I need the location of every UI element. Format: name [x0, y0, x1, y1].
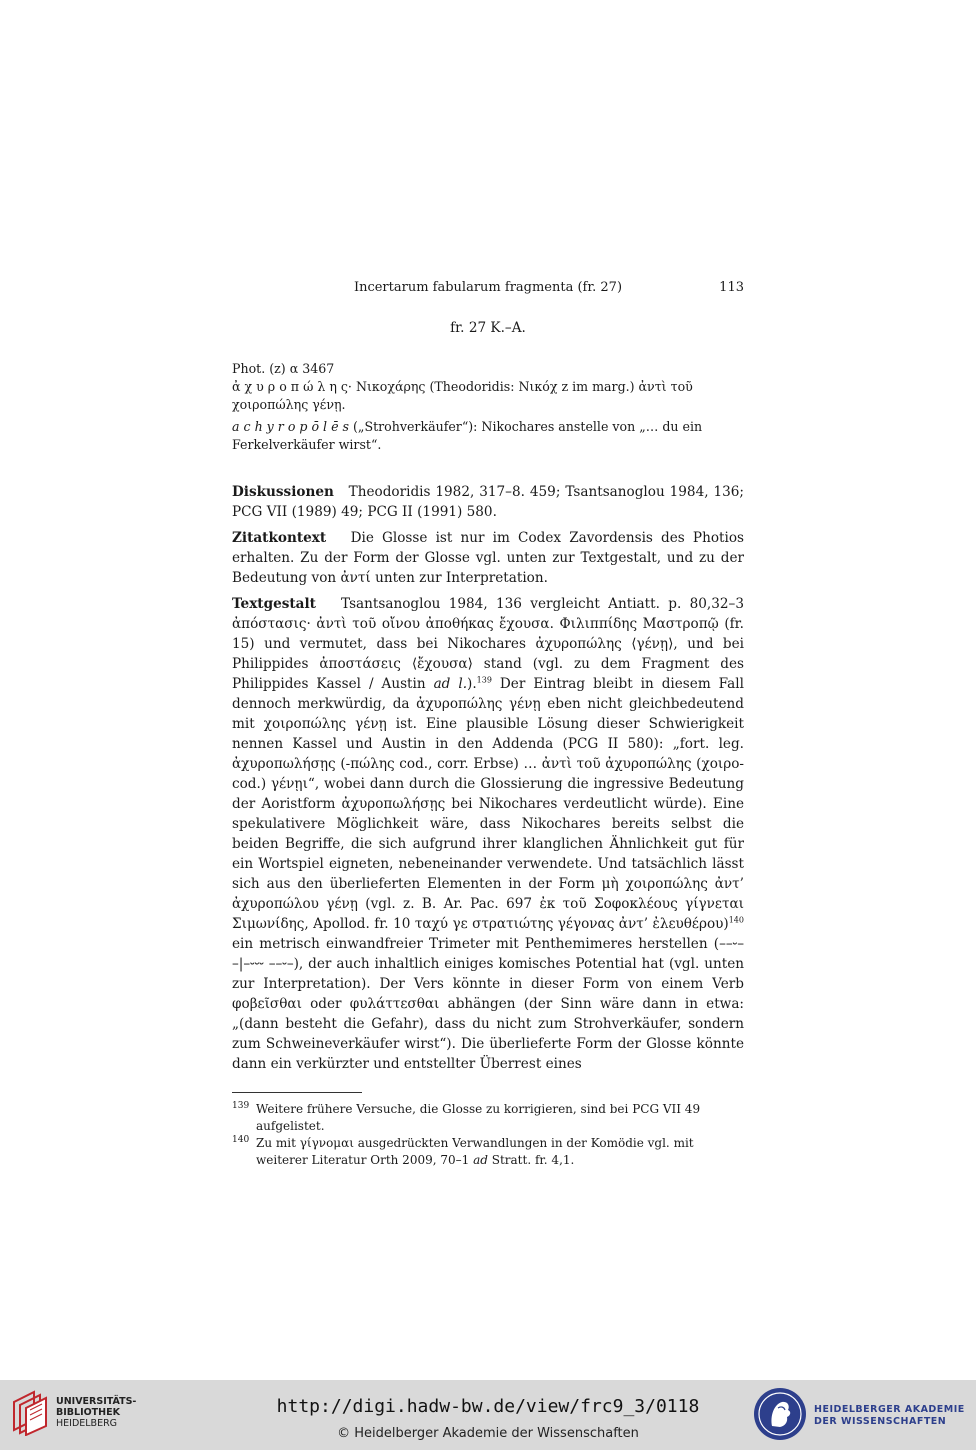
- context-text: Die Glosse ist nur im Codex Zavordensis des Photios erhalten. Zu der Form der Glosse vgl. unten zur Textgestalt, und zu der Bedeutung von ἀντί unten zur Interpretation.: [232, 530, 744, 586]
- discussions-text: Theodoridis 1982, 317–8. 459; Tsantsanoglou 1984, 136; PCG VII (1989) 49; PCG II (1991) 580.: [232, 484, 744, 520]
- footnote-divider: [232, 1092, 362, 1093]
- ub-line-3: HEIDELBERG: [56, 1418, 118, 1429]
- hadw-logo[interactable]: [752, 1386, 965, 1444]
- context-label: Zitatkontext: [232, 530, 327, 546]
- footnotes: [232, 1092, 744, 1169]
- textgestalt-text-1: Tsantsanoglou 1984, 136 vergleicht Antiatt. p. 80,32–3 ἀπόστασις· ἀντὶ τοῦ οἴνου ἀποθήκας ἔχουσα. Φιλιππίδης Μαστροπῷ (fr. 15) und vermutet, dass bei Nikochares ἀχυροπώλης ⟨γένῃ⟩, und bei Philippides ἀποστάσεις ⟨ἔχουσα⟩ stand (vgl. zu dem Fragment des Philippides Kassel / Austin: [232, 596, 744, 692]
- ub-line-2: BIBLIOTHEK: [56, 1407, 120, 1418]
- footnote-139: [232, 1101, 744, 1135]
- document-page: [232, 278, 744, 1169]
- footnote-text: Zu mit γίγνομαι ausgedrückten Verwandlungen in der Komödie vgl. mit weiterer Literatur Orth 2009, 70–1: [256, 1136, 694, 1167]
- source-lemma: ἀ χ υ ρ ο π ώ λ η ς·: [232, 379, 352, 394]
- hadw-line-1: HEIDELBERGER AKADEMIE: [814, 1404, 965, 1415]
- source-greek: [232, 378, 744, 414]
- translation-text: („Strohverkäufer“): Nikochares anstelle von „… du ein Ferkelverkäufer wirst“.: [232, 419, 703, 452]
- footnote-ref-140[interactable]: 140: [728, 915, 744, 925]
- source-greek-text: Νικοχάρης (Theodoridis: Νικόχ z im marg.) ἀντὶ τοῦ χοιροπώλης γένῃ.: [232, 379, 693, 412]
- textgestalt-text-1-end: ).: [467, 676, 477, 692]
- footnote-ad-italic: ad: [473, 1153, 488, 1167]
- footnote-text-end: Stratt. fr. 4,1.: [487, 1153, 575, 1167]
- hadw-seal-icon: [752, 1386, 808, 1442]
- footnote-number: 139: [232, 1101, 250, 1111]
- transliteration: a c h y r o p ō l ē s: [232, 419, 350, 434]
- ub-line-1: UNIVERSITÄTS-: [56, 1396, 137, 1407]
- footnote-140: [232, 1135, 744, 1169]
- footnote-text: Weitere frühere Versuche, die Glosse zu korrigieren, sind bei PCG VII 49 aufgelistet.: [256, 1102, 701, 1133]
- footnote-ref-139[interactable]: 139: [476, 675, 492, 685]
- textgestalt-label: Textgestalt: [232, 596, 316, 612]
- viewer-footer: [0, 1380, 976, 1450]
- discussions-label: Diskussionen: [232, 484, 334, 500]
- ad-l-italic: ad l.: [433, 676, 468, 692]
- discussions-section: [232, 482, 744, 522]
- textgestalt-text-4: , der auch inhaltlich einiges komisches Potential hat (vgl. unten zur Interpretation). Der Vers könnte in dieser Form von einem Verb φοβεῖσθαι oder φυλάττεσθαι abhängen (der Sinn wäre dann in etwa: „(dann besteht die Gefahr), dass du nicht zum Strohverkäufer, sondern zum Schweineverkäufer wirst“). Die überlieferte Form der Glosse könnte dann ein verkürzter und entstellter Überrest eines: [232, 956, 745, 1072]
- running-title: Incertarum fabularum fragmenta (fr. 27): [353, 280, 623, 295]
- fragment-title: fr. 27 K.–A.: [450, 320, 526, 336]
- copyright-notice: © Heidelberger Akademie der Wissenschaften: [337, 1426, 639, 1441]
- footnote-number: 140: [232, 1135, 250, 1145]
- source-translation: [232, 418, 744, 454]
- hadw-logo-text: [814, 1404, 965, 1428]
- running-header: [232, 278, 744, 298]
- source-reference: Phot. (z) α 3467: [232, 361, 335, 376]
- permalink-url[interactable]: http://digi.hadw-bw.de/view/frc9_3/0118: [276, 1396, 700, 1417]
- textgestalt-text-2: Der Eintrag bleibt in diesem Fall dennoch merkwürdig, da ἀχυροπώλης γένῃ eben nicht gleichbedeutend mit χοιροπώλης γένῃ ist. Eine plausible Lösung dieser Schwierigkeit nennen Kassel und Austin in den Addenda (PCG II 580): „fort. leg. ἀχυροπωλήσῃς (-πώλης cod., corr. Erbse) … ἀντὶ τοῦ ἀχυροπώλης (χοιρο- cod.) γένῃι“, wobei dann durch die Glossierung die ingressive Bedeutung der Aoristform ἀχυροπωλήσῃς bei Nikochares verdeutlicht würde). Eine spekulativere Möglichkeit wäre, dass Nikochares bereits selbst die beiden Begriffe, die sich aufgrund ihrer klanglichen Ähnlichkeit gut für ein Wortspiel eigneten, nebeneinander verwendete. Und tatsächlich lässt sich aus den überlieferten Elementen in der Form μὴ χοιροπώλης ἀντ’ ἀχυροπώλου γένῃ (vgl. z. B. Ar. Pac. 697 ἐκ τοῦ Σοφοκλέους γίγνεται Σιμωνίδης, Apollod. fr. 10 ταχύ γε στρατιώτης γέγονας ἀντ’ ἐλευθέρου): [232, 676, 744, 932]
- textgestalt-text-3: ein metrisch einwandfreier Trimeter mit Penthemimeres herstellen: [232, 936, 714, 952]
- context-section: [232, 528, 744, 588]
- page-number: 113: [719, 280, 744, 295]
- hadw-line-2: DER WISSENSCHAFTEN: [814, 1416, 947, 1427]
- source-block: [232, 360, 744, 454]
- textgestalt-section: [232, 594, 744, 1074]
- metrical-scheme: (––⏑– –|–⏑⏑⏑ ––⏑–): [232, 936, 744, 972]
